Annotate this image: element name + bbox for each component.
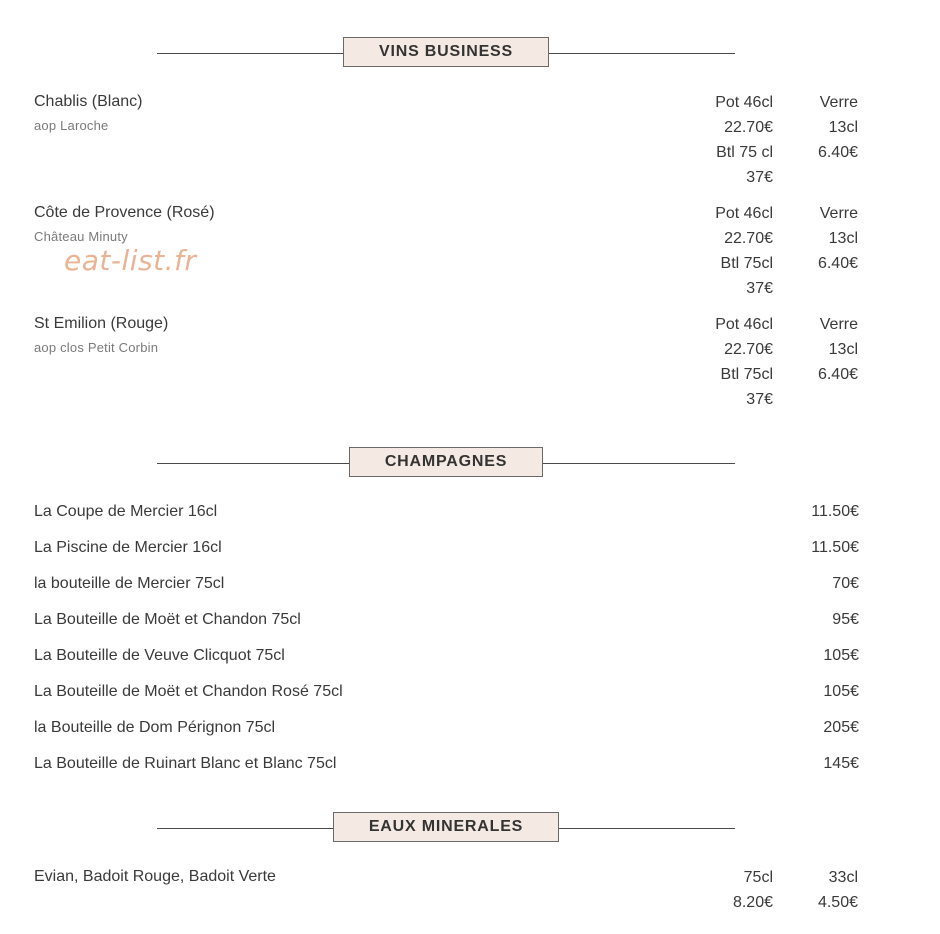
- price-cell: 75cl: [743, 869, 773, 886]
- pot-bottle-prices: [715, 204, 773, 304]
- pot-bottle-prices: [715, 93, 773, 193]
- item-name: La Bouteille de Ruinart Blanc et Blanc 75cl: [34, 755, 337, 772]
- item-name: la bouteille de Mercier 75cl: [34, 575, 225, 592]
- glass-prices: [818, 93, 858, 168]
- price-cell: Btl 75 cl: [716, 144, 773, 161]
- large-bottle-prices: [733, 868, 773, 918]
- item-price: 145€: [823, 755, 859, 772]
- price-cell: 6.40€: [817, 144, 858, 161]
- list-item: [34, 683, 859, 705]
- list-item: [34, 647, 859, 669]
- wine-name: St Emilion (Rouge): [34, 315, 169, 332]
- water-item: [34, 868, 864, 918]
- price-cell: 22.70€: [724, 230, 773, 247]
- list-item: [34, 575, 859, 597]
- section-header-vins: [157, 37, 735, 69]
- item-price: 11.50€: [811, 539, 859, 556]
- price-cell: 13cl: [828, 119, 858, 136]
- pot-bottle-prices: [715, 315, 773, 415]
- item-name: la Bouteille de Dom Pérignon 75cl: [34, 719, 276, 736]
- section-title: VINS BUSINESS: [343, 37, 549, 67]
- watermark-logo: eat-list.fr: [64, 244, 197, 277]
- item-price: 105€: [823, 647, 859, 664]
- glass-prices: [818, 315, 858, 390]
- item-name: La Bouteille de Moët et Chandon 75cl: [34, 611, 301, 628]
- section-header-eaux: [157, 812, 735, 844]
- item-name: La Piscine de Mercier 16cl: [34, 539, 222, 556]
- item-name: Evian, Badoit Rouge, Badoit Verte: [34, 868, 276, 885]
- item-name: La Bouteille de Moët et Chandon Rosé 75cl: [34, 683, 343, 700]
- wine-name: Chablis (Blanc): [34, 93, 143, 110]
- price-cell: 22.70€: [724, 119, 773, 136]
- item-price: 11.50€: [811, 503, 859, 520]
- item-name: La Bouteille de Veuve Clicquot 75cl: [34, 647, 285, 664]
- section-title: EAUX MINERALES: [333, 812, 559, 842]
- list-item: [34, 611, 859, 633]
- list-item: [34, 755, 859, 777]
- section-title: CHAMPAGNES: [349, 447, 543, 477]
- price-cell: 37€: [746, 391, 773, 408]
- section-header-champagnes: [157, 447, 735, 479]
- wine-item: [34, 315, 864, 415]
- price-cell: 37€: [746, 169, 773, 186]
- price-cell: 13cl: [828, 341, 858, 358]
- item-name: La Coupe de Mercier 16cl: [34, 503, 218, 520]
- glass-prices: [818, 204, 858, 279]
- price-cell: 22.70€: [724, 341, 773, 358]
- price-cell: Pot 46cl: [715, 316, 773, 333]
- list-item: [34, 719, 859, 741]
- item-price: 70€: [832, 575, 859, 592]
- price-cell: 33cl: [828, 869, 858, 886]
- item-price: 205€: [823, 719, 859, 736]
- price-cell: Verre: [819, 205, 858, 222]
- list-item: [34, 503, 859, 525]
- wine-appellation: Château Minuty: [34, 229, 128, 244]
- price-cell: Verre: [819, 316, 858, 333]
- price-cell: Pot 46cl: [715, 205, 773, 222]
- price-cell: 8.20€: [732, 894, 773, 911]
- price-cell: Pot 46cl: [715, 94, 773, 111]
- wine-appellation: aop clos Petit Corbin: [34, 340, 159, 355]
- price-cell: 4.50€: [817, 894, 858, 911]
- price-cell: 13cl: [828, 230, 858, 247]
- small-bottle-prices: [818, 868, 858, 918]
- price-cell: 37€: [746, 280, 773, 297]
- price-cell: Verre: [819, 94, 858, 111]
- wine-appellation: aop Laroche: [34, 118, 109, 133]
- wine-name: Côte de Provence (Rosé): [34, 204, 215, 221]
- item-price: 105€: [823, 683, 859, 700]
- wine-item: [34, 93, 864, 193]
- price-cell: 6.40€: [817, 366, 858, 383]
- price-cell: Btl 75cl: [720, 366, 773, 383]
- item-price: 95€: [832, 611, 859, 628]
- list-item: [34, 539, 859, 561]
- price-cell: 6.40€: [817, 255, 858, 272]
- price-cell: Btl 75cl: [720, 255, 773, 272]
